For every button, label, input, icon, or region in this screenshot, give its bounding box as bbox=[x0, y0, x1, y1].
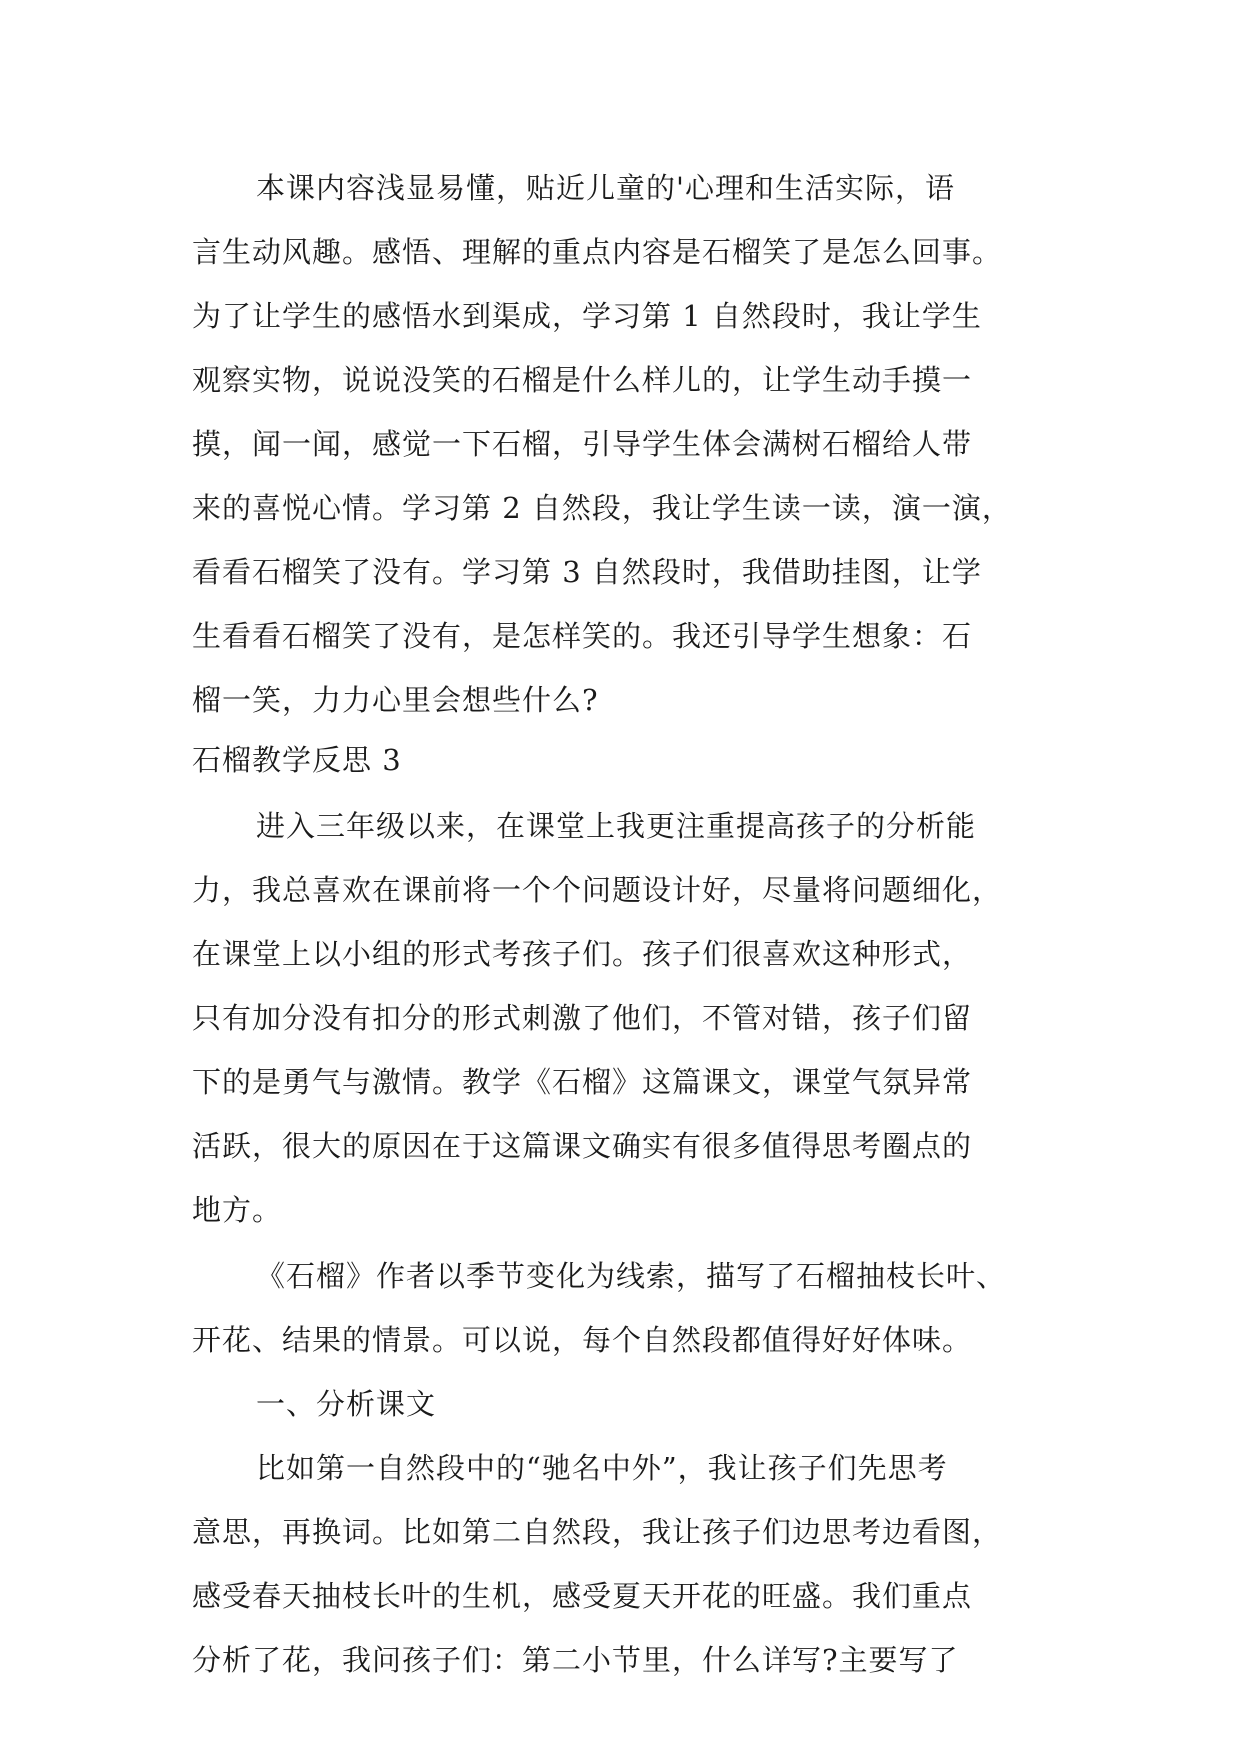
text-line: 意思，再换词。比如第二自然段，我让孩子们边思考边看图， bbox=[192, 1515, 1003, 1549]
text-line: 在课堂上以小组的形式考孩子们。孩子们很喜欢这种形式， bbox=[192, 937, 973, 971]
text-line: 比如第一自然段中的“驰名中外”，我让孩子们先思考 bbox=[256, 1451, 948, 1485]
text-line: 观察实物，说说没笑的石榴是什么样儿的，让学生动手摸一 bbox=[192, 363, 973, 397]
text-line: 本课内容浅显易懂，贴近儿童的'心理和生活实际，语 bbox=[256, 171, 955, 205]
text-line: 感受春天抽枝长叶的生机，感受夏天开花的旺盛。我们重点 bbox=[192, 1579, 973, 1613]
text-line: 开花、结果的情景。可以说，每个自然段都值得好好体味。 bbox=[192, 1323, 973, 1357]
text-line: 力，我总喜欢在课前将一个个问题设计好，尽量将问题细化， bbox=[192, 873, 1003, 907]
text-line: 摸，闻一闻，感觉一下石榴，引导学生体会满树石榴给人带 bbox=[192, 427, 973, 461]
text-line: 言生动风趣。感悟、理解的重点内容是石榴笑了是怎么回事。 bbox=[192, 235, 1003, 269]
text-line: 分析了花，我问孩子们：第二小节里，什么详写?主要写了 bbox=[192, 1643, 959, 1677]
text-line: 地方。 bbox=[192, 1193, 283, 1227]
text-line: 来的喜悦心情。学习第 2 自然段，我让学生读一读，演一演， bbox=[192, 491, 1012, 525]
subheading: 一、分析课文 bbox=[256, 1387, 437, 1421]
text-line: 只有加分没有扣分的形式刺激了他们，不管对错，孩子们留 bbox=[192, 1001, 973, 1035]
text-line: 榴一笑，力力心里会想些什么? bbox=[192, 683, 599, 717]
section-heading: 石榴教学反思 3 bbox=[192, 743, 402, 777]
text-line: 生看看石榴笑了没有，是怎样笑的。我还引导学生想象：石 bbox=[192, 619, 973, 653]
text-line: 看看石榴笑了没有。学习第 3 自然段时，我借助挂图，让学 bbox=[192, 555, 982, 589]
text-line: 为了让学生的感悟水到渠成，学习第 1 自然段时，我让学生 bbox=[192, 299, 982, 333]
text-line: 下的是勇气与激情。教学《石榴》这篇课文，课堂气氛异常 bbox=[192, 1065, 973, 1099]
text-line: 《石榴》作者以季节变化为线索，描写了石榴抽枝长叶、 bbox=[256, 1259, 1007, 1293]
text-line: 活跃，很大的原因在于这篇课文确实有很多值得思考圈点的 bbox=[192, 1129, 973, 1163]
text-line: 进入三年级以来，在课堂上我更注重提高孩子的分析能 bbox=[256, 809, 977, 843]
